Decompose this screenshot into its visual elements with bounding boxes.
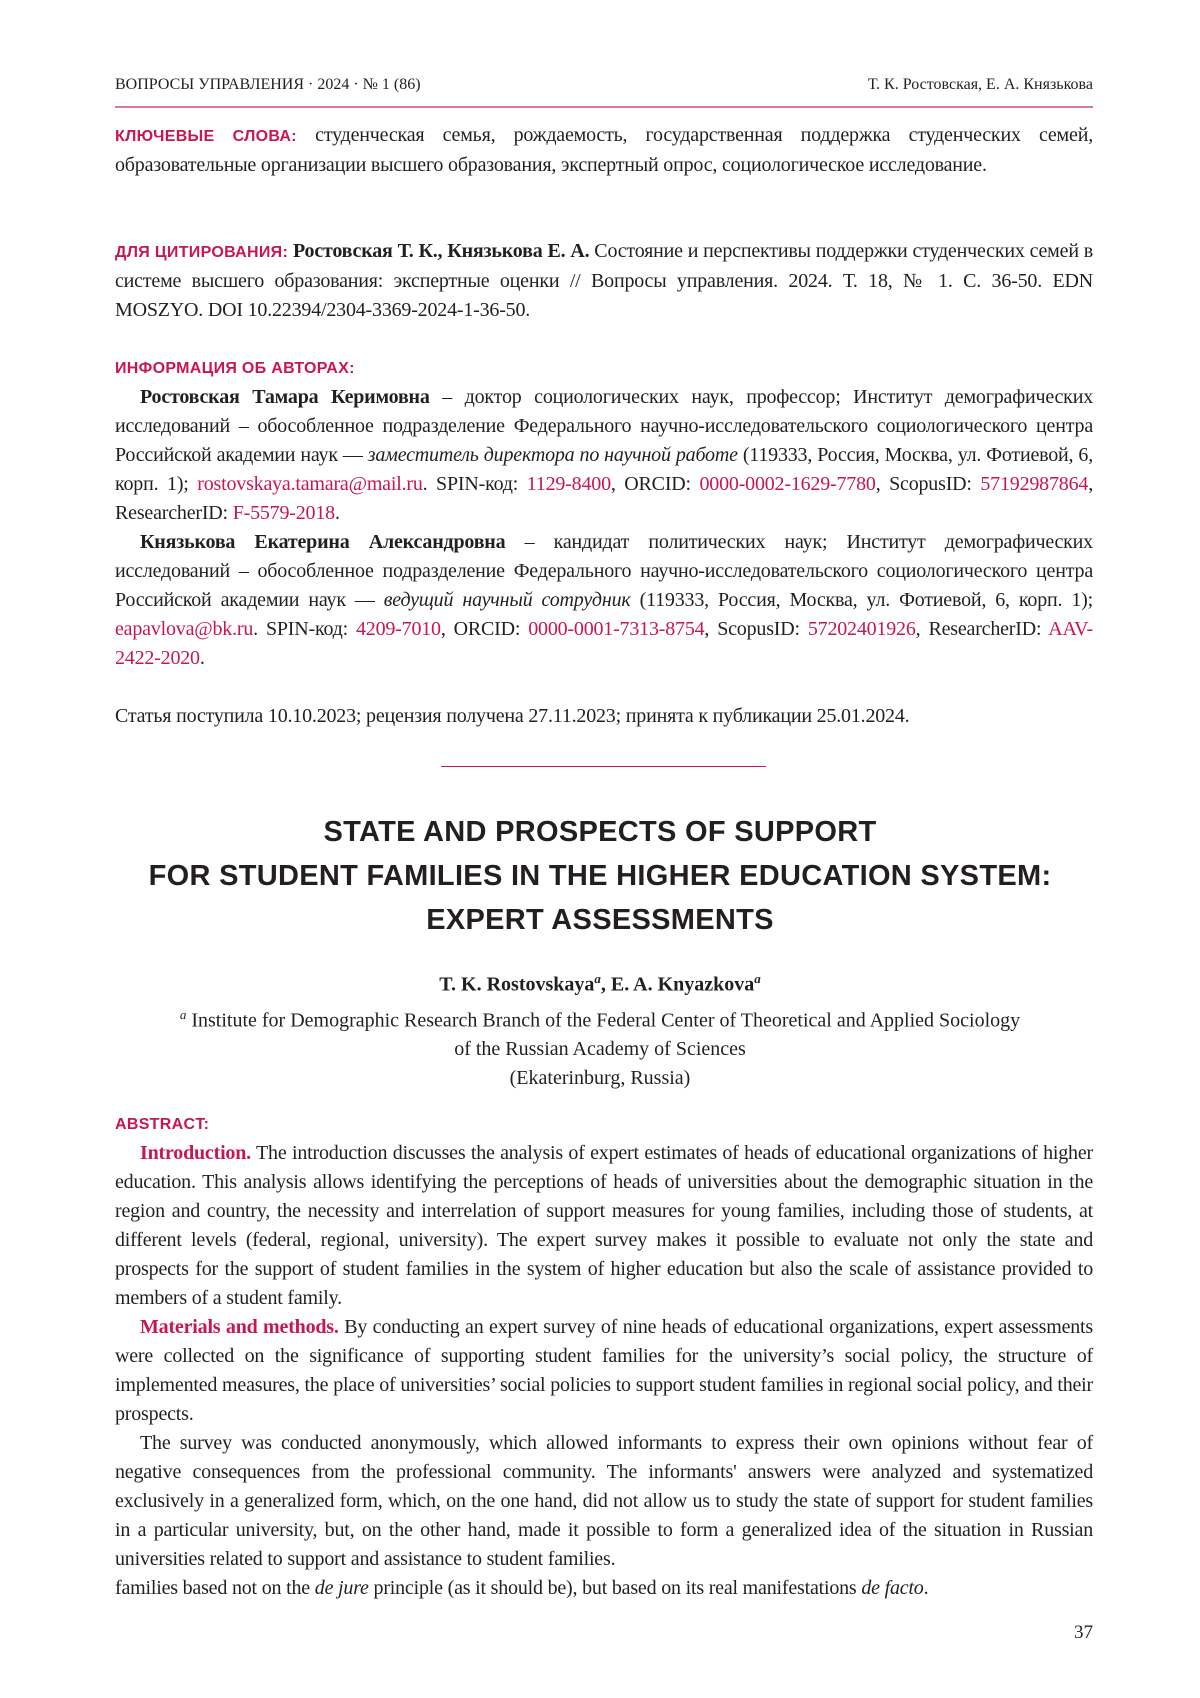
separator: , <box>601 974 611 996</box>
header-authors: Т. К. Ростовская, Е. А. Князькова <box>868 76 1093 94</box>
author-name: Князькова Екатерина Александровна <box>140 531 505 553</box>
period: . <box>335 502 340 524</box>
affiliation-line: of the Russian Academy of Sciences <box>100 1035 1100 1064</box>
author: E. A. Knyazkova <box>611 974 754 996</box>
abstract-introduction <box>115 1139 1093 1313</box>
author-position: ведущий научный сотрудник <box>384 589 631 611</box>
orcid-link[interactable]: 0000-0002-1629-7780 <box>700 473 876 495</box>
scopus-label: , ScopusID: <box>876 473 981 495</box>
spin-link[interactable]: 4209-7010 <box>356 618 441 640</box>
journal-issue: ВОПРОСЫ УПРАВЛЕНИЯ · 2024 · № 1 (86) <box>115 76 421 94</box>
researcherid-label: , ResearcherID: <box>115 473 1093 524</box>
keywords-text: студенческая семья, рождаемость, государственная поддержка студенческих семей, образовательные организации высшего образования, экспертный опрос, социологическое исследование. <box>115 124 1093 176</box>
citation-text: Состояние и перспективы поддержки студенческих семей в системе высшего образования: экспертные оценки // Вопросы управления. 2024. Т. 18, № 1. С. 36-50. EDN MOSZYO. DOI 10.22394/2304-3369-2024-1-36-50. <box>115 240 1093 321</box>
title-line: EXPERT ASSESSMENTS <box>100 898 1100 942</box>
author-list <box>100 964 1100 1000</box>
author: T. K. Rostovskaya <box>439 974 594 996</box>
author-address: (119333, Россия, Москва, ул. Фотиевой, 6, корп. 1); <box>115 444 1093 495</box>
text: families based not on the <box>115 1577 315 1599</box>
researcherid-link[interactable]: F-5579-2018 <box>233 502 335 524</box>
authors-info-label: ИНФОРМАЦИЯ ОБ АВТОРАХ: <box>115 360 355 377</box>
affiliation-mark: a <box>754 971 761 986</box>
affiliation-mark: a <box>180 1007 187 1022</box>
scopus-label: , ScopusID: <box>704 618 807 640</box>
abstract-section <box>115 1109 1093 1603</box>
abstract-label: ABSTRACT: <box>115 1116 209 1133</box>
citation-authors: Ростовская Т. К., Князькова Е. А. <box>288 240 589 262</box>
methods-label: Materials and methods. <box>140 1316 339 1338</box>
intro-label: Introduction. <box>140 1142 251 1164</box>
text: principle (as it should be), but based on its real manifestations <box>369 1577 862 1599</box>
affiliation-mark: a <box>594 971 601 986</box>
section-divider <box>441 766 766 767</box>
period: . <box>200 647 205 669</box>
page-number: 37 <box>1074 1622 1093 1644</box>
affiliation-location: (Ekaterinburg, Russia) <box>100 1064 1100 1093</box>
authors-info-section <box>115 353 1093 673</box>
researcherid-label: , ResearcherID: <box>916 618 1049 640</box>
affiliation-line: Institute for Demographic Research Branch of the Federal Center of Theoretical and Applied Sociology <box>186 1009 1020 1031</box>
scopus-link[interactable]: 57192987864 <box>980 473 1088 495</box>
author-1-info <box>115 383 1093 528</box>
text: . <box>924 1577 929 1599</box>
orcid-label: , ORCID: <box>611 473 700 495</box>
title-line: FOR STUDENT FAMILIES IN THE HIGHER EDUCATION SYSTEM: <box>100 854 1100 898</box>
abstract-paragraph-end <box>115 1574 1093 1603</box>
researcherid-link[interactable]: AAV-2422-2020 <box>115 618 1093 669</box>
email-link[interactable]: rostovskaya.tamara@mail.ru <box>197 473 422 495</box>
email-link[interactable]: eapavlova@bk.ru <box>115 618 253 640</box>
orcid-label: , ORCID: <box>441 618 528 640</box>
abstract-paragraph: The survey was conducted anonymously, which allowed informants to express their own opinions without fear of negative consequences from the professional community. The informants' answers were analyzed and systematized exclusively in a generalized form, which, on the one hand, did not allow us to study the state of support for student families in a particular university, but, on the other hand, made it possible to form a generalized idea of the situation in Russian universities related to support and assistance to student families. <box>115 1429 1093 1574</box>
spin-label: . SPIN-код: <box>423 473 527 495</box>
author-address: (119333, Россия, Москва, ул. Фотиевой, 6, корп. 1); <box>631 589 1093 611</box>
author-2-info <box>115 528 1093 673</box>
text-italic: de jure <box>315 1577 369 1599</box>
spin-link[interactable]: 1129-8400 <box>527 473 611 495</box>
citation-label: ДЛЯ ЦИТИРОВАНИЯ: <box>115 244 288 261</box>
keywords-label: КЛЮЧЕВЫЕ СЛОВА: <box>115 128 297 145</box>
received-dates <box>115 702 1093 731</box>
received-text: Статья поступила 10.10.2023; рецензия получена 27.11.2023; принята к публикации 25.01.2024. <box>115 702 1093 731</box>
citation-section <box>115 237 1093 325</box>
intro-text: The introduction discusses the analysis of expert estimates of heads of educational organizations of higher education. This analysis allows identifying the perceptions of heads of universities about the demographic situation in the region and country, the necessity and interrelation of support measures for young families, including those of students, at different levels (federal, regional, university). The expert survey makes it possible to evaluate not only the state and prospects for the support of student families in the system of higher education but also the scale of assistance provided to members of a student family. <box>115 1142 1093 1309</box>
scopus-link[interactable]: 57202401926 <box>808 618 916 640</box>
spin-label: . SPIN-код: <box>253 618 356 640</box>
running-header <box>115 76 1093 94</box>
abstract-methods <box>115 1313 1093 1429</box>
methods-text: By conducting an expert survey of nine heads of educational organizations, expert assessments were collected on the significance of supporting student families for the university’s social policy, the structure of implemented measures, the place of universities’ social policies to support student families in regional social policy, and their prospects. <box>115 1316 1093 1425</box>
byline <box>100 964 1100 1093</box>
orcid-link[interactable]: 0000-0001-7313-8754 <box>528 618 704 640</box>
author-name: Ростовская Тамара Керимовна <box>140 386 430 408</box>
article-title <box>100 810 1100 942</box>
title-line: STATE AND PROSPECTS OF SUPPORT <box>100 810 1100 854</box>
keywords-section <box>115 121 1093 180</box>
affiliation <box>100 1000 1100 1036</box>
author-desc: – кандидат политических наук; Институт демографических исследований – обособленное подразделение Федерального научно-исследовательского социологического центра Российской академии наук — <box>115 531 1093 611</box>
header-rule <box>115 106 1093 108</box>
author-position: заместитель директора по научной работе <box>368 444 738 466</box>
text-italic: de facto <box>861 1577 923 1599</box>
author-desc: – доктор социологических наук, профессор; Институт демографических исследований – обособленное подразделение Федерального научно-исследовательского социологического центра Российской академии наук — <box>115 386 1093 466</box>
